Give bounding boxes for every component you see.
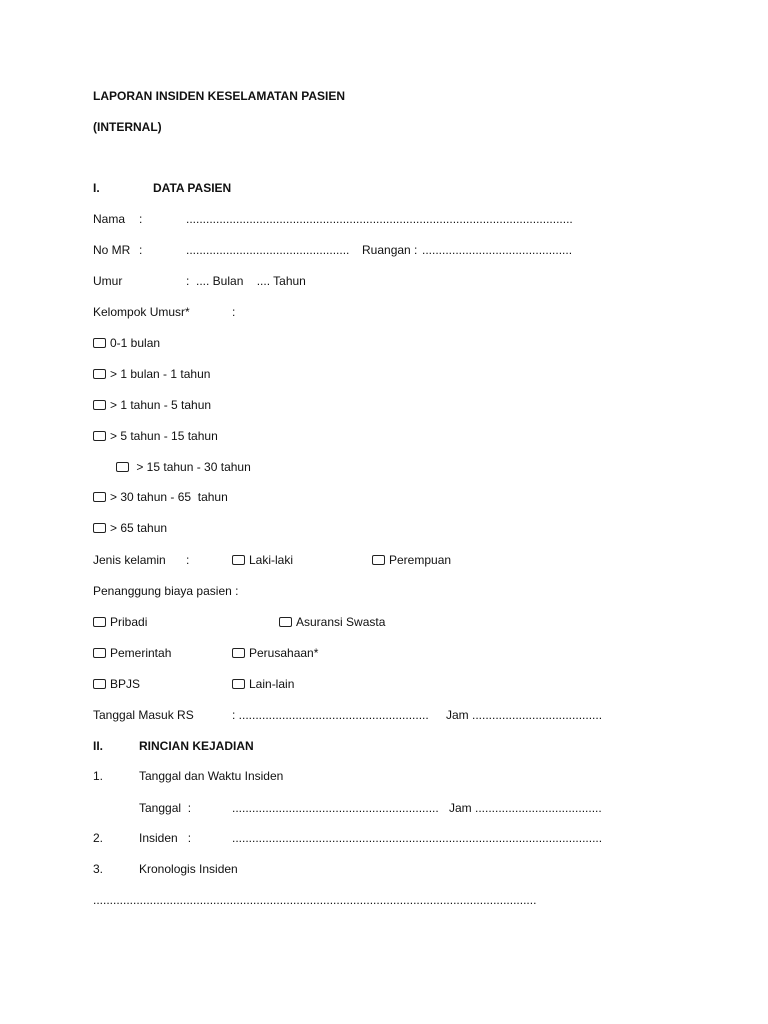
jenis-kelamin-colon: :: [186, 553, 190, 567]
payer-option-pemerintah[interactable]: [93, 646, 171, 660]
age-option-label: > 30 tahun - 65 tahun: [110, 490, 228, 504]
checkbox-icon[interactable]: [93, 523, 106, 533]
ruangan-field[interactable]: .............................................: [422, 243, 573, 257]
age-option-label: > 15 tahun - 30 tahun: [133, 460, 251, 474]
nama-field[interactable]: ....................................................................................................................: [186, 212, 573, 226]
payer-option-pribadi[interactable]: [93, 615, 147, 629]
age-option-3[interactable]: [93, 429, 218, 443]
jenis-kelamin-label: Jenis kelamin: [93, 553, 166, 567]
age-option-5[interactable]: [93, 490, 228, 504]
payer-option-perusahaan[interactable]: [232, 646, 318, 660]
gender-option-male[interactable]: [232, 553, 293, 567]
jam-insiden-label: Jam: [449, 801, 472, 815]
payer-option-label: Asuransi Swasta: [296, 615, 386, 629]
umur-field[interactable]: : .... Bulan .... Tahun: [186, 274, 306, 288]
tanggal-masuk-field[interactable]: : .........................................................: [232, 708, 429, 722]
jam-masuk-field[interactable]: .......................................: [472, 708, 603, 722]
ruangan-label: Ruangan :: [362, 243, 418, 257]
nomr-field[interactable]: .................................................: [186, 243, 350, 257]
section-2-heading: RINCIAN KEJADIAN: [139, 739, 254, 753]
checkbox-icon[interactable]: [232, 648, 245, 658]
nama-colon: :: [139, 212, 143, 226]
nomr-label: No MR: [93, 243, 131, 257]
report-subtitle: (INTERNAL): [93, 120, 162, 134]
payer-option-asuransi[interactable]: [279, 615, 385, 629]
checkbox-icon[interactable]: [279, 617, 292, 627]
age-option-label: 0-1 bulan: [110, 336, 161, 350]
age-option-label: > 1 bulan - 1 tahun: [110, 367, 211, 381]
payer-option-label: Perusahaan*: [249, 646, 319, 660]
tanggal-masuk-label: Tanggal Masuk RS: [93, 708, 194, 722]
checkbox-icon[interactable]: [232, 555, 245, 565]
jam-insiden-field[interactable]: ......................................: [475, 801, 602, 815]
checkbox-icon[interactable]: [93, 400, 106, 410]
payer-option-lain[interactable]: [232, 677, 294, 691]
tanggal-insiden-field[interactable]: ..............................................................: [232, 801, 439, 815]
nomr-colon: :: [139, 243, 143, 257]
item-2-number: 2.: [93, 831, 104, 845]
checkbox-icon[interactable]: [93, 648, 106, 658]
payer-option-label: BPJS: [110, 677, 141, 691]
item-3-number: 3.: [93, 862, 104, 876]
age-option-label: > 65 tahun: [110, 521, 168, 535]
section-1-heading: DATA PASIEN: [153, 181, 232, 195]
kelompok-colon: :: [232, 305, 236, 319]
checkbox-icon[interactable]: [93, 338, 106, 348]
payer-option-label: Pemerintah: [110, 646, 172, 660]
age-option-label: > 1 tahun - 5 tahun: [110, 398, 212, 412]
checkbox-icon[interactable]: [93, 431, 106, 441]
gender-option-label: Laki-laki: [249, 553, 294, 567]
item-3-label: Kronologis Insiden: [139, 862, 238, 876]
payer-option-label: Pribadi: [110, 615, 148, 629]
age-option-6[interactable]: [93, 521, 167, 535]
report-title: LAPORAN INSIDEN KESELAMATAN PASIEN: [93, 89, 346, 103]
tanggal-insiden-label: Tanggal :: [139, 801, 192, 815]
age-option-2[interactable]: [93, 398, 211, 412]
kronologis-field[interactable]: .....................................................................................................................................: [93, 893, 537, 907]
checkbox-icon[interactable]: [232, 679, 245, 689]
payer-option-label: Lain-lain: [249, 677, 295, 691]
jam-masuk-label: Jam: [446, 708, 469, 722]
section-1-number: I.: [93, 181, 100, 195]
umur-label: Umur: [93, 274, 123, 288]
item-1-label: Tanggal dan Waktu Insiden: [139, 769, 284, 783]
checkbox-icon[interactable]: [93, 679, 106, 689]
penanggung-label: Penanggung biaya pasien :: [93, 584, 239, 598]
gender-option-label: Perempuan: [389, 553, 452, 567]
nama-label: Nama: [93, 212, 126, 226]
checkbox-icon[interactable]: [116, 462, 129, 472]
age-option-0[interactable]: [93, 336, 160, 350]
age-option-label: > 5 tahun - 15 tahun: [110, 429, 218, 443]
checkbox-icon[interactable]: [93, 492, 106, 502]
age-option-1[interactable]: [93, 367, 210, 381]
checkbox-icon[interactable]: [93, 617, 106, 627]
payer-option-bpjs[interactable]: [93, 677, 140, 691]
insiden-field[interactable]: ...............................................................................................................: [232, 831, 603, 845]
item-2-label: Insiden :: [139, 831, 192, 845]
checkbox-icon[interactable]: [372, 555, 385, 565]
kelompok-label: Kelompok Umusr*: [93, 305, 190, 319]
age-option-4[interactable]: [116, 460, 251, 474]
checkbox-icon[interactable]: [93, 369, 106, 379]
gender-option-female[interactable]: [372, 553, 451, 567]
section-2-number: II.: [93, 739, 104, 753]
item-1-number: 1.: [93, 769, 104, 783]
